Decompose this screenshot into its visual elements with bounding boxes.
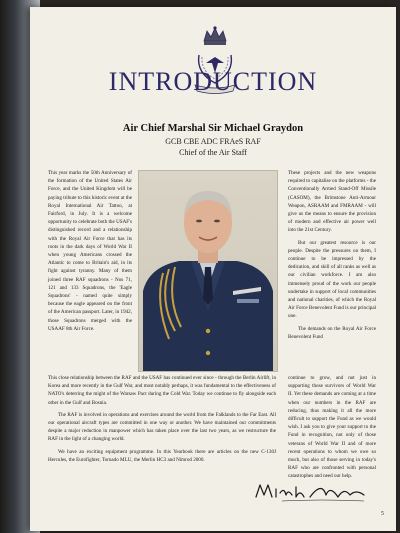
signature [252, 477, 372, 505]
paragraph: This year marks the 50th Anniversary of the formation of the United States Air Force, and the United Kingdom will be paying tribute to this historic event at the Royal International Air Tattoo, at Fairford, in July. It is a welcome opportunity to celebrate both the USAF's distinguished record and a relationship with the Royal Air Force that has its roots in the dark days of World War II when young Americans crossed the Atlantic to come to Britain's aid, in its fight against tyranny. Many of them joined three RAF squadrons - Nos 71, 121 and 133 Squadrons, the 'Eagle Squadrons' - named quite simply because the eagle appeared on the front of the American passport. Later, in 1942, those Squadrons merged with the USAAF 8th Air Force. [48, 170, 132, 332]
paragraph: This close relationship between the RAF and the USAF has continued ever since - through the Berlin Airlift, in Korea and more recently in the Gulf War, and most notably perhaps, it was fundamental to the effectiveness of NATO's deterring the might of the Warsaw Pact during the Cold War. Today we continue to fly alongside each other in the Gulf and Bosnia. [48, 375, 276, 406]
portrait-photo [138, 170, 278, 372]
page-number: 5 [381, 511, 384, 517]
right-column [288, 169, 376, 345]
bottom-right-column [288, 374, 376, 485]
paragraph: But our greatest resource is our people. Despite the pressures on them, I continue to be impressed by the dedication, and skill of all ranks as well as our civilian workforce. I am also immensely proud of the work our people undertake in support of local communities and national charities, of which the Royal Air Force Benevolent Fund is our principal one. [288, 239, 376, 320]
page-title: INTRODUCTION [108, 67, 318, 96]
paragraph: continue to grow, and not just in supporting those survivors of World War II. Yet these demands are coming at a time when our numbers in the RAF are reducing, thus making it all the more difficult to support the Fund as we would wish. I ask you to give your support to the Fund in recognition, not only of those veterans of World War II and of more recent operations to whom we owe so much, but also of those serving in today's RAF who are confronted with personal catastrophes and need our help. [288, 375, 376, 480]
paragraph: The demands on the Royal Air Force Benevolent Fund [288, 325, 376, 340]
paragraph: The RAF is involved in operations and exercises around the world from the Falklands to the Far East. All our operational aircraft types are committed in one way or another. We have maintained our commitments despite a major reduction in manpower which has taken place over the last two years, as we restructure the RAF in the light of a changing world. [48, 411, 276, 443]
portrait-figure [139, 171, 277, 371]
page [30, 7, 396, 531]
paragraph: These projects and the new weapons required to capitalise on the platforms - the Conventionally Armed Stand-Off Missile (CASOM), the Brimstone Anti-Armour Weapon, ASRAAM and FMRAAM - will give us the means to ensure the provision of modern and effective air power well into the 21st Century. [288, 170, 376, 234]
bottom-left-column [48, 374, 276, 468]
author-honours: GCB CBE ADC FRAeS RAF [165, 137, 261, 146]
paragraph: We have an exciting equipment programme. In this Yearbook there are articles on the new C-130J Hercules, the Eurofighter, Tornado MLU, the Merlin HC3 and Nimrod 2000. [48, 448, 276, 463]
left-column [48, 169, 132, 337]
author-role: Chief of the Air Staff [179, 148, 247, 157]
author-name: Air Chief Marshal Sir Michael Graydon [122, 123, 304, 134]
